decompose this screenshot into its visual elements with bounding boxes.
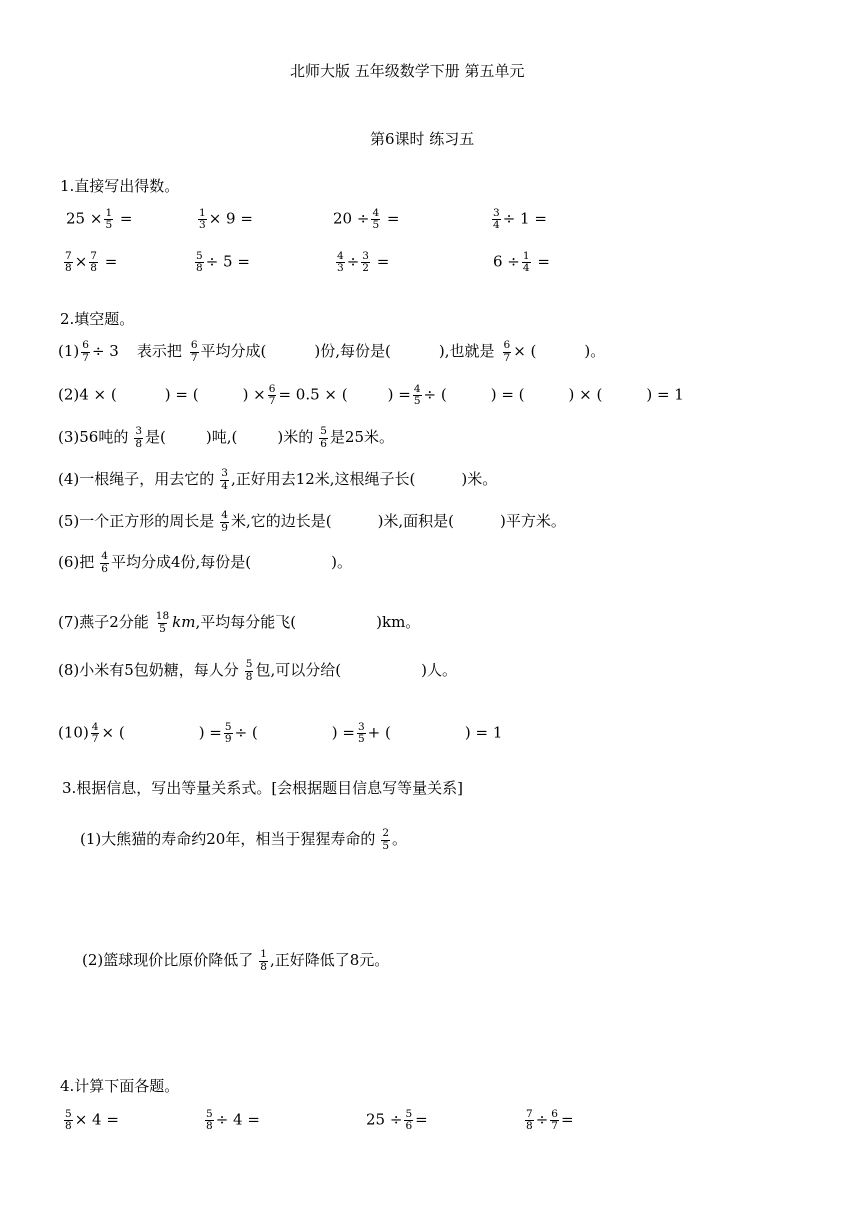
q1-item-2: $\frac{1}{3}$ × 9 = [199, 207, 253, 232]
fraction: $\frac{1}{4}$ [522, 250, 530, 275]
q1-item-6: $\frac{5}{8}$ ÷ 5 = [196, 250, 250, 275]
fraction: $\frac{6}{7}$ [190, 339, 198, 364]
fraction: $\frac{4}{5}$ [413, 383, 421, 408]
fraction: $\frac{3}{4}$ [221, 467, 228, 492]
q2-item-3: (3)56吨的 $\frac{3}{8}$ 是( )吨,( )米的 $\frac{5}{6}$ 是25米。 [58, 425, 395, 450]
q1-item-4: $\frac{3}{4}$ ÷ 1 = [493, 207, 547, 232]
q4-item-2: $\frac{5}{8}$ ÷ 4 = [206, 1108, 260, 1133]
q4-item-4: $\frac{7}{8}$ ÷ $\frac{6}{7}$ = [526, 1108, 574, 1133]
fraction: $\frac{4}{5}$ [372, 207, 380, 232]
q1-item-7: $\frac{4}{3}$ ÷ $\frac{3}{2}$ = [337, 250, 390, 275]
fraction: $\frac{5}{8}$ [206, 1108, 213, 1133]
q2-item-2: (2)4 × ( ) = ( ) × $\frac{6}{7}$ = 0.5 × ( ) = $\frac{4}{5}$ ÷ ( ) = ( ) × ( ) = 1 [58, 383, 684, 408]
q2-item-7: (7)燕子2分能 $\frac{18}{5}$ km,平均每分能飞( )km。 [58, 610, 421, 635]
q1-item-5: $\frac{7}{8}$ × $\frac{7}{8}$ = [65, 250, 118, 275]
fraction: $\frac{5}{8}$ [245, 658, 253, 683]
fraction: $\frac{7}{8}$ [65, 250, 72, 275]
fraction: $\frac{3}{5}$ [357, 721, 365, 746]
fraction: $\frac{2}{5}$ [382, 827, 390, 852]
lesson-subtitle: 第6课时 练习五 [370, 130, 475, 148]
fraction: $\frac{7}{8}$ [90, 250, 97, 275]
fraction: $\frac{3}{4}$ [493, 207, 500, 232]
fraction: $\frac{3}{8}$ [135, 425, 143, 450]
fraction: $\frac{6}{7}$ [82, 339, 89, 364]
q2-title: 2.填空题。 [60, 310, 135, 328]
q1-item-8: 6 ÷ $\frac{1}{4}$ = [493, 250, 550, 275]
fraction: $\frac{5}{6}$ [405, 1108, 413, 1133]
fraction: $\frac{6}{7}$ [551, 1108, 558, 1133]
document-title: 北师大版 五年级数学下册 第五单元 [290, 62, 525, 80]
fraction: $\frac{3}{2}$ [362, 250, 369, 275]
fraction: $\frac{5}{9}$ [224, 721, 232, 746]
q1-item-1: 25 × $\frac{1}{5}$ = [66, 207, 133, 232]
fraction: $\frac{4}{6}$ [101, 550, 108, 575]
fraction: $\frac{4}{7}$ [91, 721, 99, 746]
q4-title: 4.计算下面各题。 [60, 1077, 180, 1095]
fraction: $\frac{7}{8}$ [526, 1108, 533, 1133]
fraction: $\frac{6}{7}$ [268, 383, 276, 408]
fraction: $\frac{1}{5}$ [105, 207, 113, 232]
fraction: $\frac{1}{8}$ [260, 948, 267, 973]
fraction: $\frac{18}{5}$ [155, 610, 170, 635]
fraction: $\frac{6}{7}$ [503, 339, 511, 364]
fraction: $\frac{5}{8}$ [196, 250, 203, 275]
fraction: $\frac{5}{8}$ [65, 1108, 72, 1133]
fraction: $\frac{5}{6}$ [320, 425, 327, 450]
fraction: $\frac{1}{3}$ [199, 207, 206, 232]
q2-item-10: (10) $\frac{4}{7}$ × ( ) = $\frac{5}{9}$ ÷ ( ) = $\frac{3}{5}$ + ( ) = 1 [58, 721, 503, 746]
q4-item-3: 25 ÷ $\frac{5}{6}$ = [366, 1108, 428, 1133]
q2-item-4: (4)一根绳子，用去它的 $\frac{3}{4}$ ,正好用去12米,这根绳子长( )米。 [58, 467, 498, 492]
q2-item-8: (8)小米有5包奶糖，每人分 $\frac{5}{8}$ 包,可以分给( )人。 [58, 658, 457, 683]
q3-item-1: (1)大熊猫的寿命约20年，相当于猩猩寿命的 $\frac{2}{5}$ 。 [80, 827, 408, 852]
q1-title: 1.直接写出得数。 [60, 177, 180, 195]
q4-item-1: $\frac{5}{8}$ × 4 = [65, 1108, 119, 1133]
q3-item-2: (2)篮球现价比原价降低了 $\frac{1}{8}$ ,正好降低了8元。 [82, 948, 390, 973]
q1-item-3: 20 ÷ $\frac{4}{5}$ = [333, 207, 400, 232]
fraction: $\frac{4}{3}$ [337, 250, 344, 275]
q2-item-1: (1) $\frac{6}{7}$ ÷ 3 表示把 $\frac{6}{7}$ 平均分成( )份,每份是( ),也就是 $\frac{6}{7}$ × ( )。 [58, 339, 606, 364]
fraction: $\frac{4}{9}$ [221, 509, 228, 534]
q3-title: 3.根据信息，写出等量关系式。[会根据题目信息写等量关系] [62, 779, 464, 797]
q2-item-5: (5)一个正方形的周长是 $\frac{4}{9}$ 米,它的边长是( )米,面积是( )平方米。 [58, 509, 566, 534]
q2-item-6: (6)把 $\frac{4}{6}$ 平均分成4份,每份是( )。 [58, 550, 352, 575]
